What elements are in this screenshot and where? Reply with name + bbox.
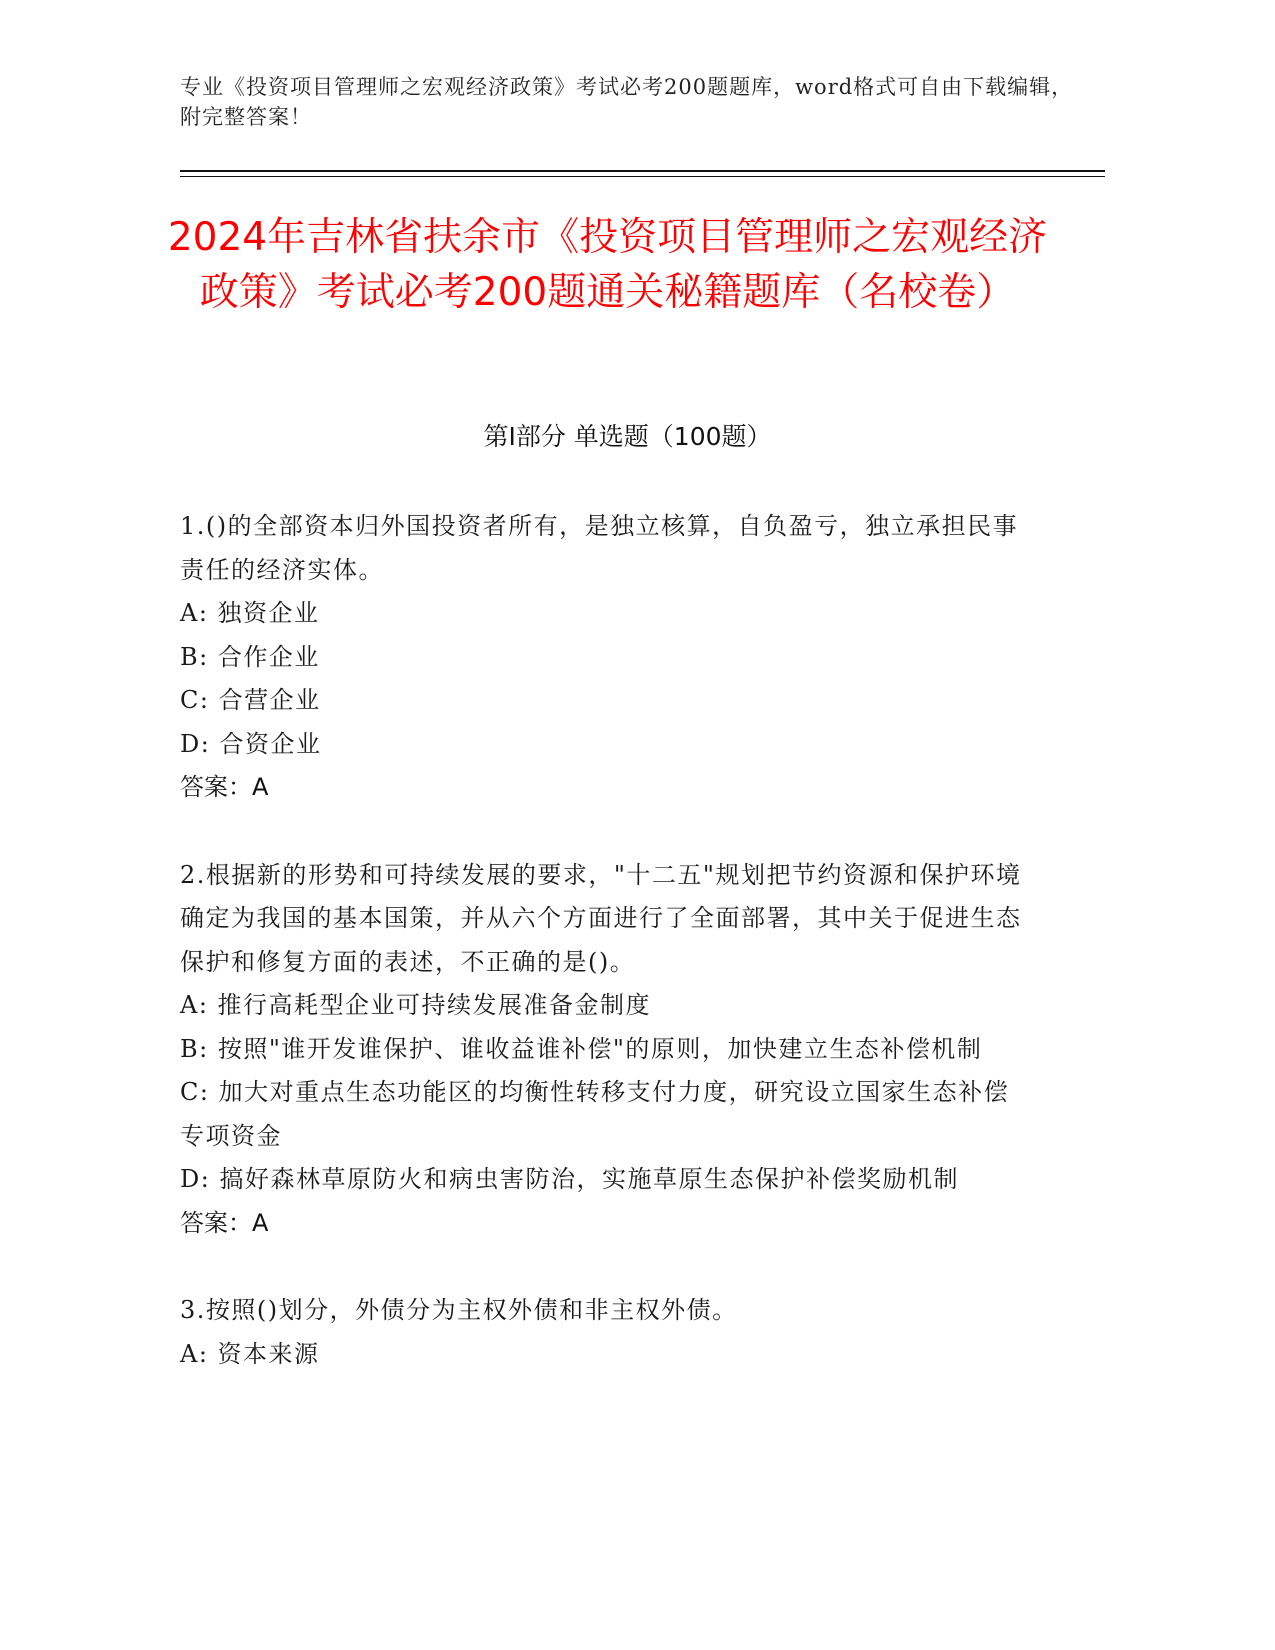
question-stem: 2.根据新的形势和可持续发展的要求，"十二五"规划把节约资源和保护环境确定为我国的基本国策，并从六个方面进行了全面部署，其中关于促进生态保护和修复方面的表述，不正确的是()。: [180, 860, 1022, 976]
option-d: D: 合资企业: [180, 729, 322, 758]
option-c: C: 合营企业: [180, 686, 321, 714]
question-stem: 1.()的全部资本归外国投资者所有，是独立核算，自负盈亏，独立承担民事责任的经济实体。: [180, 512, 1019, 584]
section-heading: 第I部分 单选题（100题）: [483, 422, 772, 451]
header-divider-thick: [180, 170, 1105, 172]
option-a: A: 独资企业: [180, 599, 320, 627]
header-divider-thin: [180, 176, 1105, 177]
question-stem: 3.按照()划分，外债分为主权外债和非主权外债。: [180, 1296, 738, 1324]
question-3: [180, 1289, 1030, 1376]
header-note: 专业《投资项目管理师之宏观经济政策》考试必考200题题库，word格式可自由下载编辑，附完整答案！: [180, 75, 1074, 129]
option-c: C: 加大对重点生态功能区的均衡性转移支付力度，研究设立国家生态补偿专项资金: [180, 1078, 1010, 1150]
option-b: B: 合作企业: [180, 642, 320, 671]
option-a: A: 推行高耗型企业可持续发展准备金制度: [180, 991, 652, 1019]
option-d: D: 搞好森林草原防火和病虫害防治，实施草原生态保护补偿奖励机制: [180, 1165, 959, 1193]
document-title: 2024年吉林省扶余市《投资项目管理师之宏观经济政策》考试必考200题通关秘籍题库（名校卷）: [167, 215, 1048, 315]
option-b: B: 按照"谁开发谁保护、谁收益谁补偿"的原则，加快建立生态补偿机制: [180, 1034, 983, 1063]
option-a: A: 资本来源: [180, 1339, 320, 1368]
answer-line: 答案：A: [180, 773, 269, 801]
question-1: [180, 505, 1030, 810]
question-list: [180, 505, 1030, 1420]
question-2: [180, 854, 1030, 1246]
answer-line: 答案：A: [180, 1208, 269, 1237]
